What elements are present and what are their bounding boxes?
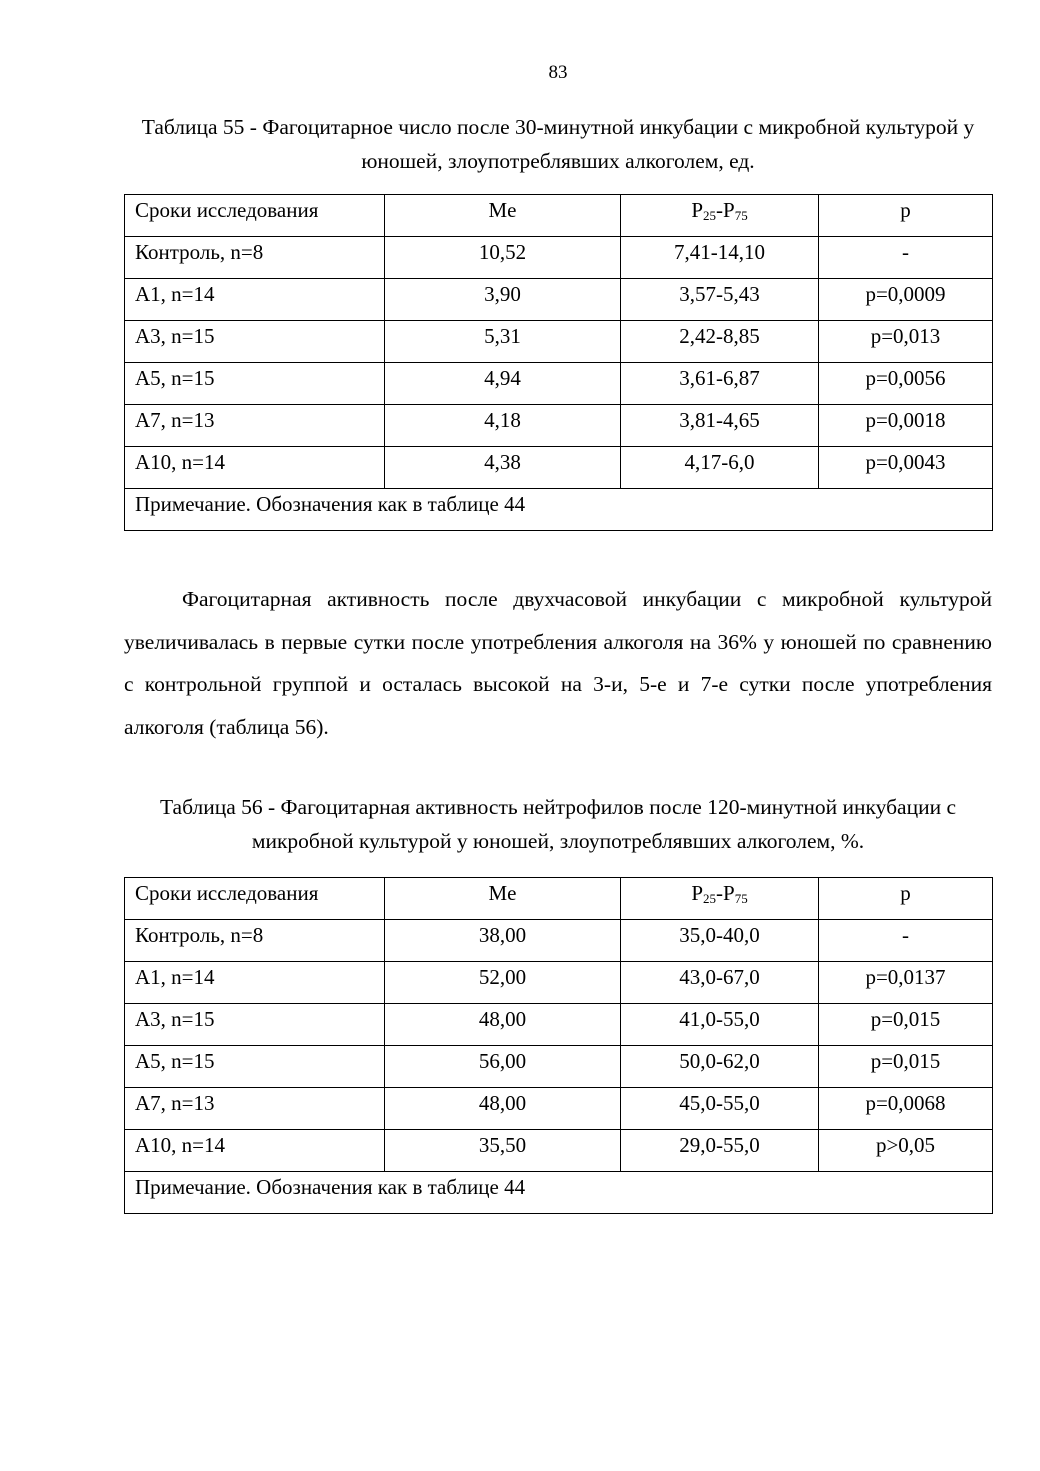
cell-period: А5, n=15 bbox=[125, 363, 385, 405]
table-row bbox=[125, 279, 993, 321]
header-me: Me bbox=[385, 195, 621, 237]
cell-p: p=0,015 bbox=[819, 1046, 993, 1088]
header-period: Сроки исследования bbox=[125, 878, 385, 920]
cell-range: 7,41-14,10 bbox=[621, 237, 819, 279]
table-note-row bbox=[125, 1172, 993, 1214]
header-period: Сроки исследования bbox=[125, 195, 385, 237]
cell-range: 35,0-40,0 bbox=[621, 920, 819, 962]
cell-range: 41,0-55,0 bbox=[621, 1004, 819, 1046]
table-55 bbox=[124, 194, 993, 531]
table-header-row bbox=[125, 878, 993, 920]
cell-period: А7, n=13 bbox=[125, 1088, 385, 1130]
cell-range: 3,81-4,65 bbox=[621, 405, 819, 447]
body-paragraph: Фагоцитарная активность после двухчасовой инкубации с микробной культурой увеличивалась в первые сутки после употребления алкоголя на 36% у юношей по сравнению с контрольной группой и осталась высокой на 3-и, 5-е и 7-е сутки после употребления алкоголя (таблица 56). bbox=[124, 587, 992, 739]
cell-p: p=0,013 bbox=[819, 321, 993, 363]
table-row bbox=[125, 321, 993, 363]
cell-me: 38,00 bbox=[385, 920, 621, 962]
header-percentiles: $P_{25}-P_{75}$ bbox=[621, 195, 819, 237]
cell-me: 56,00 bbox=[385, 1046, 621, 1088]
cell-me: 4,18 bbox=[385, 405, 621, 447]
table-note: Примечание. Обозначения как в таблице 44 bbox=[125, 489, 993, 531]
table-row bbox=[125, 1046, 993, 1088]
header-percentiles: $P_{25}-P_{75}$ bbox=[621, 878, 819, 920]
cell-period: А1, n=14 bbox=[125, 962, 385, 1004]
cell-me: 48,00 bbox=[385, 1088, 621, 1130]
cell-p: p=0,015 bbox=[819, 1004, 993, 1046]
cell-p: p=0,0056 bbox=[819, 363, 993, 405]
cell-period: А10, n=14 bbox=[125, 1130, 385, 1172]
cell-range: 29,0-55,0 bbox=[621, 1130, 819, 1172]
cell-me: 52,00 bbox=[385, 962, 621, 1004]
cell-me: 4,94 bbox=[385, 363, 621, 405]
cell-range: 45,0-55,0 bbox=[621, 1088, 819, 1130]
header-p: p bbox=[819, 195, 993, 237]
cell-range: 3,57-5,43 bbox=[621, 279, 819, 321]
cell-me: 48,00 bbox=[385, 1004, 621, 1046]
cell-p: p=0,0137 bbox=[819, 962, 993, 1004]
table-header-row bbox=[125, 195, 993, 237]
cell-period: А5, n=15 bbox=[125, 1046, 385, 1088]
table-row bbox=[125, 1088, 993, 1130]
page-number: 83 bbox=[548, 62, 568, 83]
cell-me: 3,90 bbox=[385, 279, 621, 321]
table-row bbox=[125, 1004, 993, 1046]
cell-p: p=0,0068 bbox=[819, 1088, 993, 1130]
cell-me: 35,50 bbox=[385, 1130, 621, 1172]
cell-me: 10,52 bbox=[385, 237, 621, 279]
table-56-caption: Таблица 56 - Фагоцитарная активность нейтрофилов после 120-минутной инкубации с микробной культурой у юношей, злоупотреблявших алкоголем, %. bbox=[159, 795, 957, 853]
cell-p: p=0,0018 bbox=[819, 405, 993, 447]
cell-period: Контроль, n=8 bbox=[125, 237, 385, 279]
cell-p: p=0,0009 bbox=[819, 279, 993, 321]
cell-p: p=0,0043 bbox=[819, 447, 993, 489]
table-row bbox=[125, 447, 993, 489]
cell-period: А1, n=14 bbox=[125, 279, 385, 321]
table-row bbox=[125, 363, 993, 405]
cell-period: Контроль, n=8 bbox=[125, 920, 385, 962]
cell-p: - bbox=[819, 237, 993, 279]
cell-range: 3,61-6,87 bbox=[621, 363, 819, 405]
table-row bbox=[125, 405, 993, 447]
table-row bbox=[125, 1130, 993, 1172]
table-row bbox=[125, 237, 993, 279]
cell-period: А7, n=13 bbox=[125, 405, 385, 447]
table-row bbox=[125, 920, 993, 962]
cell-me: 5,31 bbox=[385, 321, 621, 363]
cell-me: 4,38 bbox=[385, 447, 621, 489]
table-55-caption: Таблица 55 - Фагоцитарное число после 30-минутной инкубации с микробной культурой у юношей, злоупотреблявших алкоголем, ед. bbox=[141, 115, 975, 173]
cell-range: 50,0-62,0 bbox=[621, 1046, 819, 1088]
cell-period: А3, n=15 bbox=[125, 321, 385, 363]
table-note-row bbox=[125, 489, 993, 531]
cell-range: 2,42-8,85 bbox=[621, 321, 819, 363]
cell-p: - bbox=[819, 920, 993, 962]
cell-period: А3, n=15 bbox=[125, 1004, 385, 1046]
cell-period: А10, n=14 bbox=[125, 447, 385, 489]
header-me: Me bbox=[385, 878, 621, 920]
table-row bbox=[125, 962, 993, 1004]
cell-p: p>0,05 bbox=[819, 1130, 993, 1172]
table-note: Примечание. Обозначения как в таблице 44 bbox=[125, 1172, 993, 1214]
cell-range: 43,0-67,0 bbox=[621, 962, 819, 1004]
cell-range: 4,17-6,0 bbox=[621, 447, 819, 489]
table-56 bbox=[124, 877, 993, 1214]
header-p: p bbox=[819, 878, 993, 920]
